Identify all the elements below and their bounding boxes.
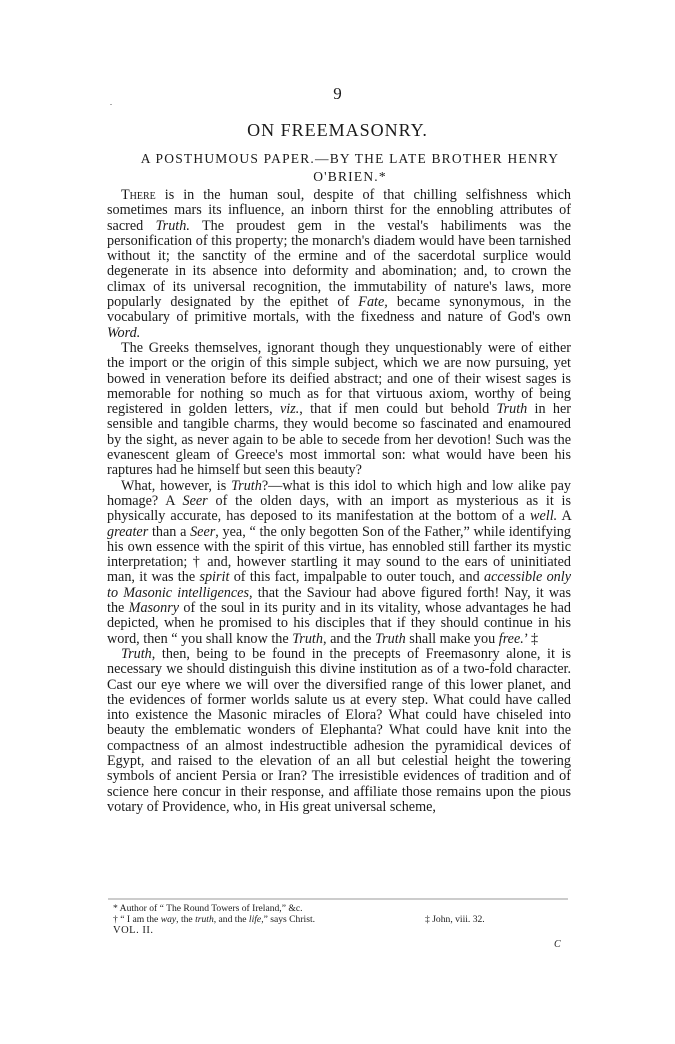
- italic-run: spirit: [199, 569, 230, 586]
- italic-run: life: [248, 914, 262, 925]
- text-run: , yea, “ the only begotten Son of the Father,” while identifying his own essence with the spirit of this virtue, has ennobled still farther its mystic interpretation; † and, however startling it may sound to the ears of uninitiated man, it was the: [107, 523, 571, 586]
- italic-run: Truth: [231, 477, 262, 494]
- text-run: The proudest gem in the vestal's habiliments was the personification of this property; the monarch's diadem would have been tarnished without it; the sanctity of the ermine and of the sacerdotal surplice would degenerate in its absence into deformity and abomination; and, to crown the climax of its universal recognition, the immutability of nature's laws, more popularly designated by the epithet of: [107, 217, 571, 311]
- signature-mark: C: [554, 939, 561, 950]
- italic-run: greater: [107, 523, 149, 540]
- italic-run: way: [160, 914, 177, 925]
- footnote-divider: [108, 898, 568, 900]
- text-run: is in the human soul, despite of that chilling selfishness which sometimes mars its influence, an inborn thirst for the ennobling attributes of sacred: [107, 187, 571, 234]
- italic-run: well.: [530, 508, 558, 525]
- text-run: ’ ‡: [523, 630, 539, 647]
- stray-mark: .: [110, 98, 112, 107]
- paragraph-2: [107, 341, 571, 479]
- footnote-3: ‡ John, viii. 32.: [425, 914, 485, 925]
- italic-run: Truth: [121, 645, 152, 662]
- text-run: , and the: [322, 630, 375, 647]
- italic-run: truth: [195, 914, 214, 925]
- text-run: , that if men could but behold: [299, 401, 497, 418]
- article-subtitle: [120, 150, 580, 186]
- text-run: of the soul in its purity and in its vitality, whose advantages he had depicted, when he promised to his disciples that if they should continue in his word, then “ you shall know the: [107, 600, 571, 647]
- volume-label: VOL. II.: [113, 925, 154, 936]
- paragraph-1: [107, 188, 571, 341]
- italic-run: Truth.: [155, 217, 190, 234]
- text-run: ,” says Christ.: [261, 914, 316, 925]
- italic-run: accessible only to Masonic intelligences: [107, 569, 571, 601]
- page-number: 9: [333, 84, 342, 103]
- text-run: in her sensible and tangible charms, they would become so fascinated and enamoured by the sight, as never again to be able to secede from her devotion! Such was the evanescent gleam of Greece's most immortal son: what would have been his raptures had he himself but seen this beauty?: [107, 401, 571, 479]
- text-run: , and the: [213, 914, 249, 925]
- text-run: shall make you: [405, 630, 499, 647]
- article-body: [107, 188, 571, 815]
- text-run: , the: [176, 914, 196, 925]
- italic-run: Word.: [107, 324, 141, 341]
- text-run: The Greeks themselves, ignorant though they unquestionably were of either the import or the origin of this simple subject, which we are now pursuing, yet bowed in veneration before its deified abstract; and one of their wisest sages is memorable for nothing so much as for that virtuous axiom, worthy of being registered in golden letters,: [107, 339, 571, 418]
- italic-run: Truth: [374, 630, 406, 647]
- text-run: A: [557, 508, 571, 525]
- paragraph-3: [107, 479, 571, 647]
- italic-run: viz.: [279, 401, 300, 418]
- paragraph-4: [107, 647, 571, 815]
- text-run: ?—what is this idol to which high and low alike pay homage? A: [107, 477, 571, 509]
- italic-run: Seer: [190, 523, 216, 540]
- subtitle-line-1: A POSTHUMOUS PAPER.—BY THE LATE BROTHER HENRY: [140, 151, 560, 166]
- text-run: became synonymous, in the vocabulary of primitive mortals, with the fixedness and nature of God's own: [107, 294, 571, 326]
- italic-run: Fate,: [358, 294, 388, 311]
- italic-run: Truth: [496, 401, 528, 418]
- text-run: of the olden days, with an import as mysterious as it is physically accurate, has deposed to its manifestation at the bottom of a: [107, 492, 572, 525]
- footnote-1: * Author of “ The Round Towers of Ireland,” &c.: [113, 903, 303, 914]
- italic-run: Seer: [182, 492, 208, 509]
- subtitle-line-2: O'BRIEN.*: [313, 169, 387, 184]
- text-run: † “ I am the: [113, 914, 161, 925]
- italic-run: Masonry: [128, 600, 180, 617]
- italic-run: free.: [498, 630, 524, 647]
- text-run: , that the Saviour had above figured forth! Nay, it was the: [107, 584, 571, 617]
- text-run: of this fact, impalpable to outer touch, and: [229, 569, 484, 586]
- italic-run: Truth: [292, 630, 323, 647]
- footnote-2: [113, 914, 553, 925]
- text-run: What, however, is: [121, 477, 232, 494]
- footnotes: [113, 903, 553, 936]
- drop-word: There: [121, 187, 156, 203]
- text-run: than a: [148, 523, 191, 540]
- text-run: , then, being to be found in the precepts of Freemasonry alone, it is necessary we should distinguish this divine institution as of a two-fold character. Cast our eye where we will over the diversified range of this lower planet, and the evidences of former worlds salute us at every step. What could have called into existence the Masonic miracles of Elora? What could have chiseled into beauty the emblematic wonders of Elephanta? What could have knit into the compactness of an almost indestructible adhesion the pyramidical devices of Egypt, and raised to the elevation of an all but celestial height the towering symbols of ancient Persia or Iran? The irresistible evidences of tradition and of science here concur in their response, and affiliate those remains upon the pious votary of Providence, who, in His great universal scheme,: [107, 645, 571, 815]
- article-title: ON FREEMASONRY.: [247, 120, 428, 140]
